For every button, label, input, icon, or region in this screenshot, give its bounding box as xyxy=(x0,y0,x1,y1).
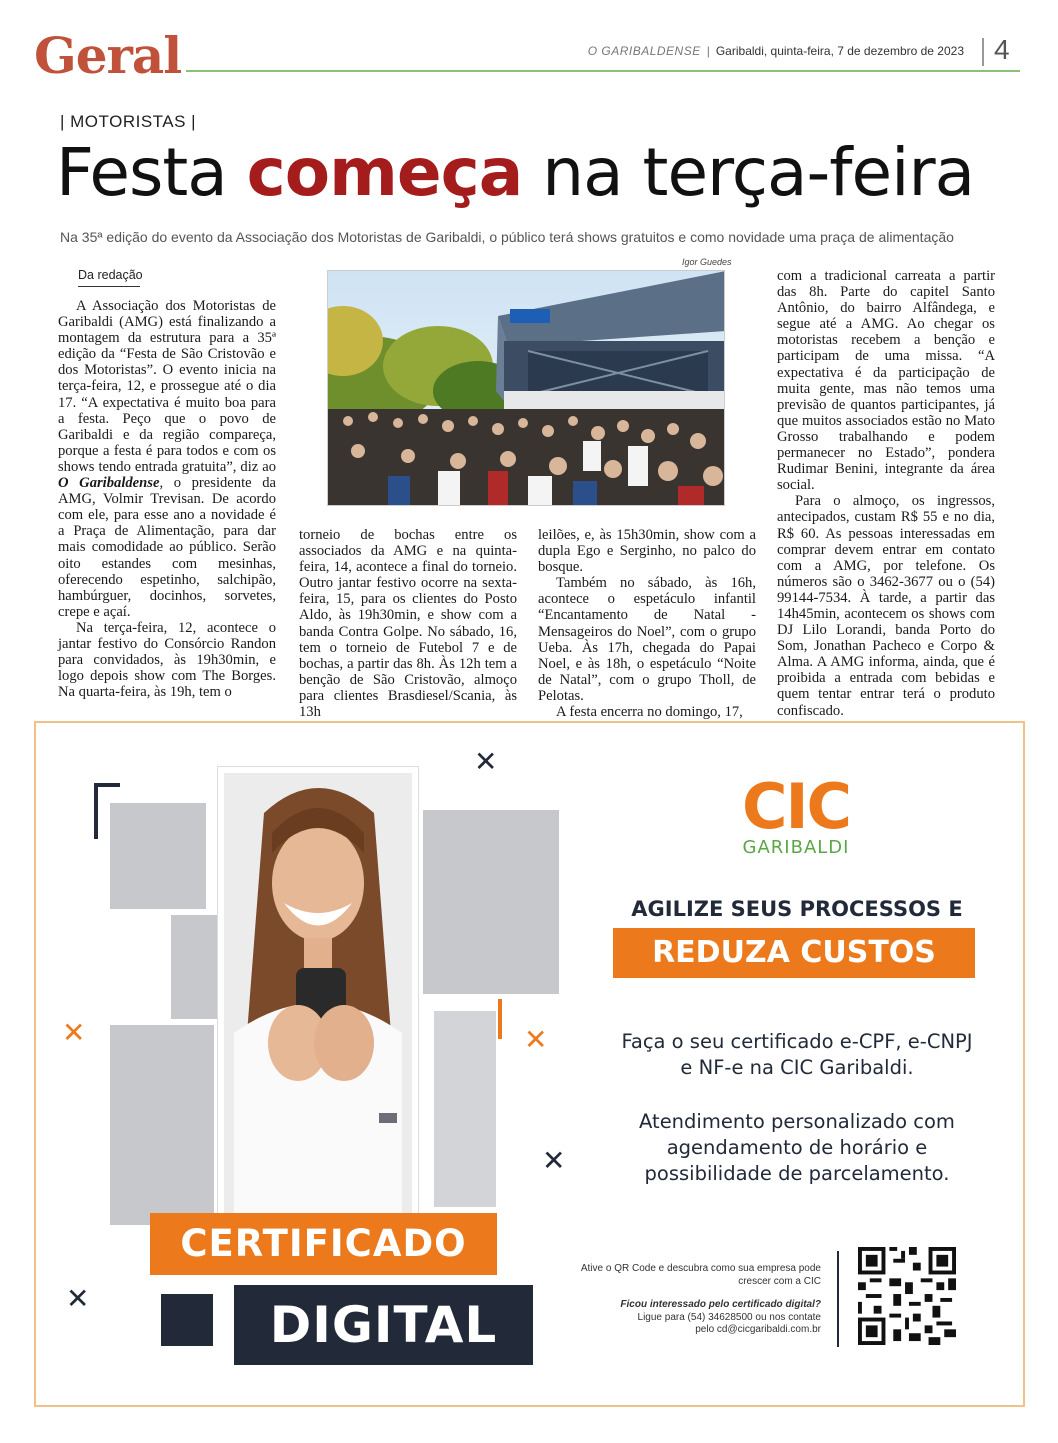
gray-panel xyxy=(434,1011,496,1207)
paragraph: com a tradicional carreata a partir das 8h. Parte do capitel Santo Antônio, do bairro Alfândega, e segue até a AMG. Ao chegar os motoristas recebem a benção e participam de uma missa. “A expectativa é da participação de muita gente, mas não temos uma previsão de quantos participantes, já que muitos associados estão no Mato Grosso trabalhando e podem permanecer no Estado”, pondera Rudimar Benini, integrante da área social. xyxy=(777,268,995,494)
digital-square xyxy=(161,1294,213,1346)
qr-divider xyxy=(837,1251,839,1347)
contact-line: pelo cd@cicgaribaldi.com.br xyxy=(695,1324,821,1335)
photo-credit: Igor Guedes xyxy=(682,257,732,267)
headline-part-2: na terça-feira xyxy=(522,134,975,211)
gray-panel xyxy=(171,915,219,1019)
contact-title: Ficou interessado pelo certificado digital? xyxy=(620,1299,821,1310)
event-photo-illustration xyxy=(328,271,725,506)
byline-rule xyxy=(78,286,140,287)
qr-note: Ative o QR Code e descubra como sua empresa pode crescer com a CIC xyxy=(580,1263,821,1287)
paragraph-text: A Associação dos Motoristas de Garibaldi (AMG) está finalizando a montagem da estrutura para a 35ª edição da “Festa de São Cristovão e dos Motoristas”. O evento inicia na terça-feira, 12, e prossegue até o dia 17. “A expectativa é muito boa para a festa. Peço que o povo de Garibaldi e da região compareça, porque a festa é para todos e com os shows tendo entrada gratuita”, diz ao xyxy=(58,298,276,475)
contact-line: Ligue para (54) 34628500 ou nos contate xyxy=(637,1311,821,1323)
contact-info xyxy=(561,1299,821,1337)
ad-body-1: Faça o seu certificado e-CPF, e-CNPJ e NF-e na CIC Garibaldi. xyxy=(621,1030,973,1079)
article-column-4 xyxy=(777,268,995,719)
paper-name: O GARIBALDENSE xyxy=(587,44,701,58)
certificado-band: CERTIFICADO xyxy=(150,1213,497,1275)
header-divider xyxy=(982,38,984,66)
ad-tagline-highlight: REDUZA CUSTOS xyxy=(613,928,975,978)
paragraph: A festa encerra no domingo, 17, xyxy=(556,704,743,721)
qr-code-icon[interactable] xyxy=(858,1247,956,1345)
woman-illustration xyxy=(224,773,412,1261)
x-mark-icon: ✕ xyxy=(524,1023,548,1056)
header-meta xyxy=(588,44,964,58)
paper-name-inline: O Garibaldense xyxy=(58,475,160,492)
cic-logo-text: CIC xyxy=(741,770,851,843)
woman-with-phone-photo xyxy=(218,767,418,1267)
paragraph: Também no sábado, às 16h, acontece o espetáculo infantil “Encantamento de Natal - Mensageiros do Noel”, com o grupo Ueba. Às 17h, chegada do Papai Noel, e às 18h, o espetáculo “Noite de Natal”, com o grupo Tholl, de Pelotas. xyxy=(538,575,756,704)
paragraph: torneio de bochas entre os associados da AMG e na quinta-feira, 14, acontece a final do torneio. Outro jantar festivo ocorre na sexta-feira, 15, para os clientes do Posto Aldo, às 19h30min, e show com a banda Contra Golpe. No sábado, 16, tem o torneio de Futebol 7 e de bochas, a partir das 8h. Às 12h tem a benção de São Cristovão, almoço para clientes Brasdiesel/Scania, às 13h xyxy=(299,527,517,721)
byline: Da redação xyxy=(78,268,143,282)
x-mark-icon: ✕ xyxy=(66,1282,90,1315)
paragraph: leilões, e, às 15h30min, show com a dupla Ego e Serginho, no palco do bosque. xyxy=(538,527,756,576)
x-mark-icon: ✕ xyxy=(542,1144,566,1177)
x-mark-icon: ✕ xyxy=(62,1016,86,1049)
cic-logo-sub: GARIBALDI xyxy=(742,837,850,858)
ad-tagline: AGILIZE SEUS PROCESSOS E xyxy=(631,897,963,921)
article-kicker: | MOTORISTAS | xyxy=(60,112,197,131)
paragraph xyxy=(58,298,276,620)
advertisement xyxy=(34,721,1025,1407)
headline-accent: começa xyxy=(246,134,523,211)
article-headline xyxy=(56,134,974,211)
section-title: Geral xyxy=(34,26,182,85)
paragraph: Para o almoço, os ingressos, antecipados, custam R$ 55 e no dia, R$ 60. As pessoas interessadas em comprar devem entrar em contato com a AMG, por telefone. Os números são o 3462-3677 ou o (54) 99144-7534. À tarde, a partir das 14h45min, acontecem os shows com DJ Lilo Lorandi, banda Porto do Som, Jonathan Pacheco e Corpo & Alma. A AMG informa, ainda, que é proibida a entrada com bebidas e quem tentar entrar terá o produto confiscado. xyxy=(777,493,995,719)
x-mark-icon: ✕ xyxy=(474,745,498,778)
paragraph: Na terça-feira, 12, acontece o jantar festivo do Consórcio Randon para convidados, às 19h30min, e logo depois show com The Borges. Na quarta-feira, às 19h, tem o xyxy=(58,619,276,701)
event-photo xyxy=(327,270,725,506)
page-number: 4 xyxy=(994,34,1010,65)
gray-panel xyxy=(418,805,564,999)
gray-panel xyxy=(110,803,206,909)
ad-body-2: Atendimento personalizado com agendamento de horário e possibilidade de parcelamento. xyxy=(639,1110,955,1185)
article-column-3 xyxy=(538,527,756,720)
article-column-1 xyxy=(58,298,276,700)
paragraph-text: , o presidente da AMG, Volmir Trevisan. De acordo com ele, para esse ano a novidade é a Praça de Alimentação, para dar mais comodidade ao público. Serão oito estandes com mesinhas, oferecendo espetinho, salchipão, hambúrguer, docinhos, sorvetes, crepe e açaí. xyxy=(58,475,276,620)
headline-part-1: Festa xyxy=(56,134,247,211)
dateline: Garibaldi, quinta-feira, 7 de dezembro de 2023 xyxy=(715,44,964,58)
gray-panel xyxy=(110,1025,214,1225)
header-separator: | xyxy=(706,44,710,58)
digital-band: DIGITAL xyxy=(234,1285,533,1365)
cic-logo xyxy=(726,770,866,858)
header-rule xyxy=(186,70,1020,72)
article-column-2 xyxy=(299,527,517,720)
article-subhead: Na 35ª edição do evento da Associação dos Motoristas de Garibaldi, o público terá shows gratuitos e como novidade uma praça de alimentação xyxy=(60,229,954,245)
